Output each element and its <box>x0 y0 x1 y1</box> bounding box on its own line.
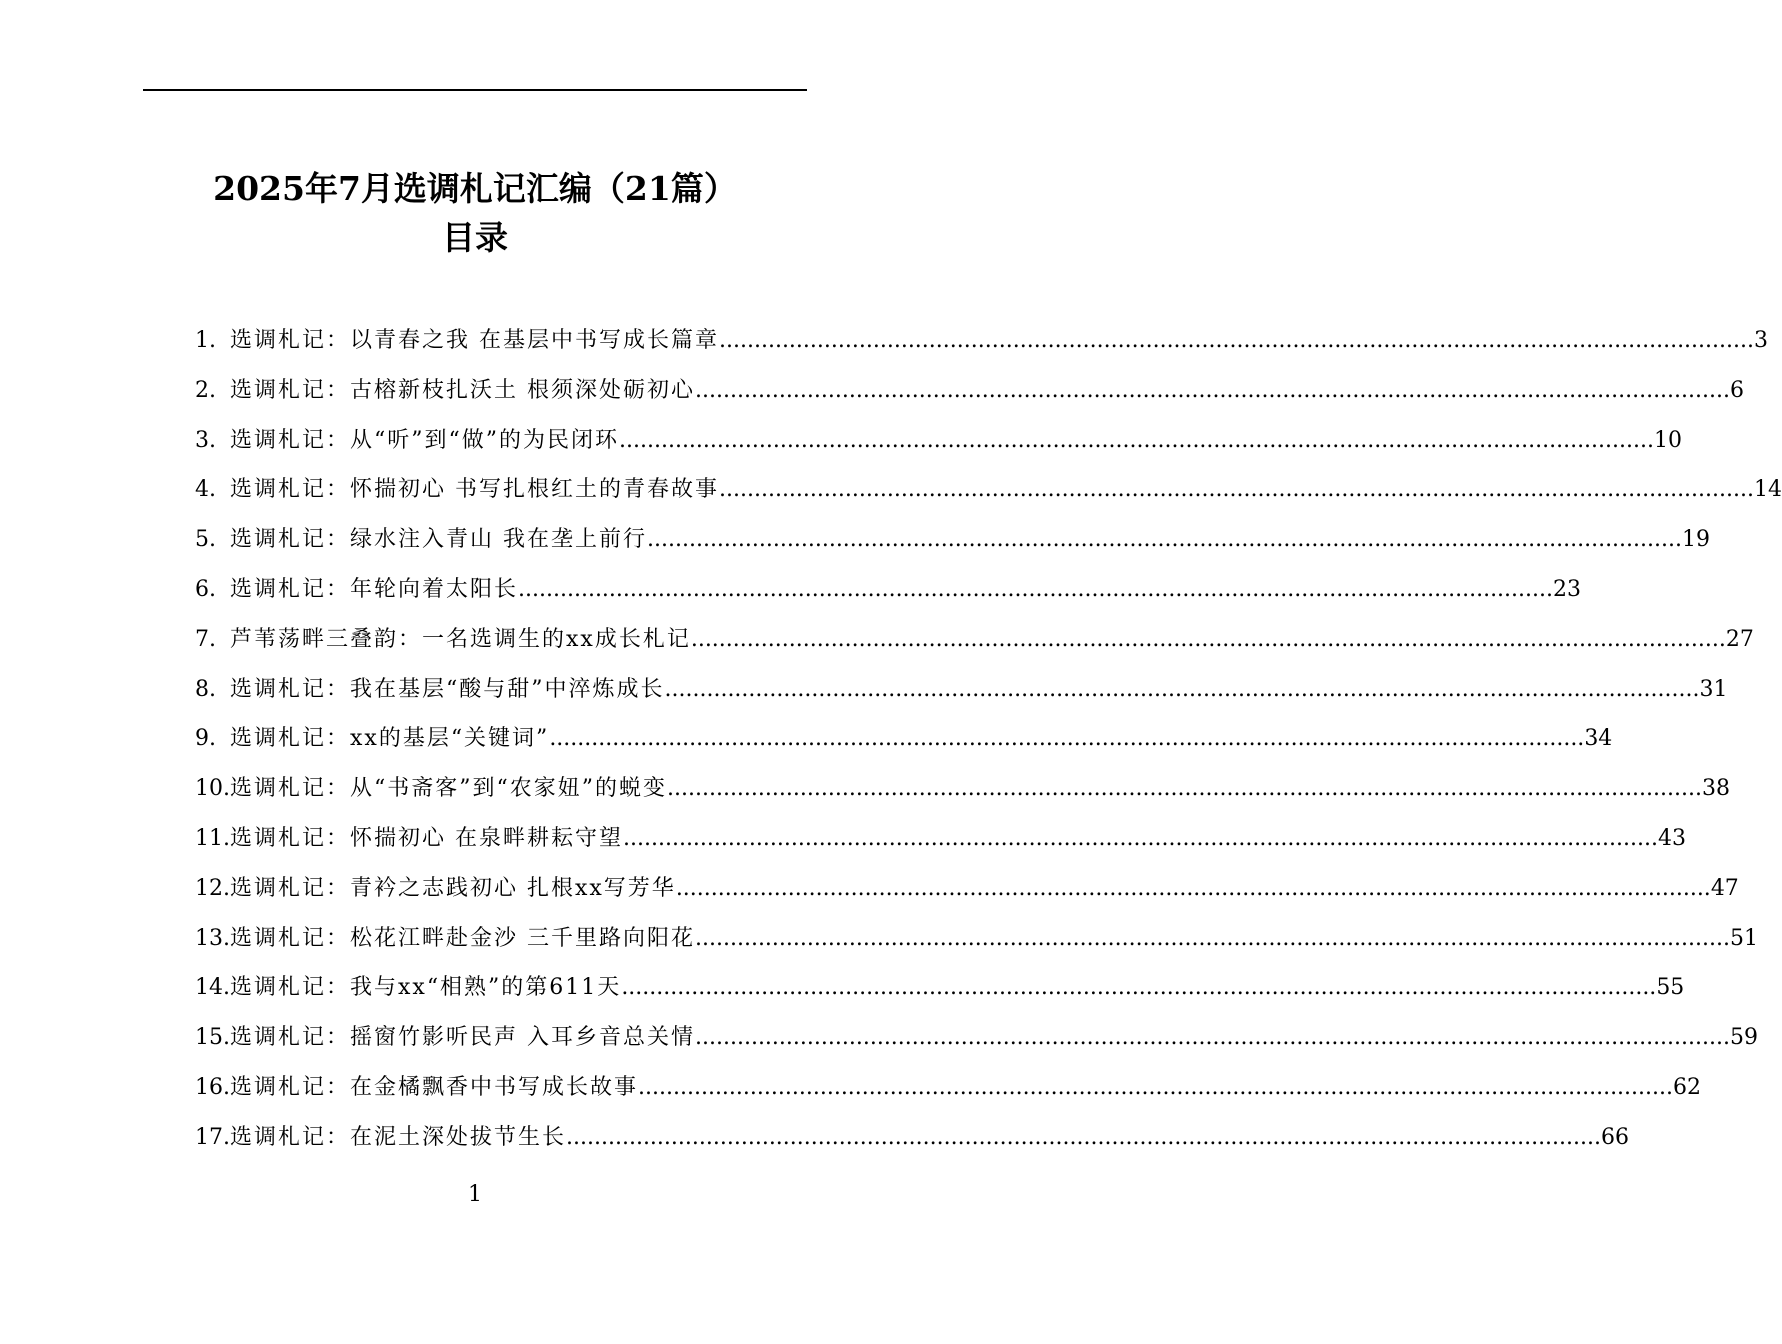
toc-entry[interactable] <box>195 416 1682 466</box>
toc-entry[interactable] <box>195 366 1744 416</box>
toc-entry-page: 19 <box>1682 527 1710 553</box>
toc-entry-page: 47 <box>1710 875 1739 901</box>
toc-entry-number: 15. <box>195 1025 230 1051</box>
toc-entry[interactable] <box>195 914 1758 964</box>
toc-entry-page: 10 <box>1654 427 1682 453</box>
toc-entry-title: 选调札记：年轮向着太阳长 <box>230 576 519 602</box>
toc-entry-page: 38 <box>1702 776 1730 802</box>
toc-entry-page: 3 <box>1754 328 1768 353</box>
toc-entry-number: 6. <box>195 576 216 602</box>
toc-entry[interactable] <box>195 1013 1758 1063</box>
toc-entry-leader <box>719 316 1754 366</box>
toc-entry-number: 1. <box>195 328 216 353</box>
toc-entry-title: 选调札记：怀揣初心 书写扎根红土的青春故事 <box>230 477 719 503</box>
toc-entry-leader <box>691 615 1726 665</box>
toc-entry-number: 4. <box>195 477 216 503</box>
toc-entry[interactable] <box>195 1063 1702 1113</box>
toc-entry-page: 43 <box>1658 825 1686 851</box>
document-title: 2025年7月选调札记汇编（21篇） <box>213 169 737 208</box>
toc-entry-page: 27 <box>1725 626 1754 652</box>
toc-entry-title: 选调札记：怀揣初心 在泉畔耕耘守望 <box>230 825 623 851</box>
toc-entry-leader <box>623 814 1658 864</box>
toc-heading: 目录 <box>442 218 508 257</box>
page-number: 1 <box>468 1182 482 1207</box>
toc-entry-leader <box>695 914 1730 964</box>
toc-entry-leader <box>619 416 1654 466</box>
toc-entry-number: 9. <box>195 726 216 752</box>
toc-entry[interactable] <box>195 565 1582 615</box>
toc-entry-page: 6 <box>1730 377 1744 403</box>
header-rule <box>143 89 807 91</box>
toc-entry-leader <box>665 665 1700 715</box>
toc-entry-leader <box>621 963 1656 1013</box>
toc-entry-title: 芦苇荡畔三叠韵：一名选调生的xx成长札记 <box>230 626 691 652</box>
toc-entry-title: 选调札记：古榕新枝扎沃土 根须深处砺初心 <box>230 377 695 403</box>
toc-entry-title: 选调札记：青衿之志践初心 扎根xx写芳华 <box>230 875 676 901</box>
toc-entry-title: 选调札记：我在基层“酸与甜”中淬炼成长 <box>230 676 665 702</box>
toc-entry-number: 14. <box>195 975 230 1001</box>
toc-entry-page: 23 <box>1553 576 1582 602</box>
toc-entry-page: 14 <box>1754 477 1782 503</box>
toc-entry-leader <box>638 1063 1673 1113</box>
toc-entry-page: 66 <box>1601 1124 1630 1150</box>
toc-entry[interactable] <box>195 864 1739 914</box>
toc-entry-number: 10. <box>195 776 230 802</box>
toc-entry[interactable] <box>195 665 1728 715</box>
toc-entry[interactable] <box>195 764 1730 814</box>
toc-entry[interactable] <box>195 465 1782 515</box>
toc-entry-leader <box>719 465 1754 515</box>
toc-entry-page: 31 <box>1699 676 1728 702</box>
toc-entry-page: 51 <box>1730 925 1758 951</box>
toc-entry-title: 选调札记：松花江畔赴金沙 三千里路向阳花 <box>230 925 695 951</box>
toc-entry-number: 17. <box>195 1124 230 1150</box>
toc-entry-page: 55 <box>1656 975 1685 1001</box>
toc-entry-title: 选调札记：在金橘飘香中书写成长故事 <box>230 1074 639 1100</box>
toc-entry-number: 5. <box>195 527 216 553</box>
toc-entry[interactable] <box>195 963 1685 1013</box>
toc-entry-number: 8. <box>195 676 216 702</box>
toc-entry-leader <box>695 366 1730 416</box>
toc-entry-leader <box>676 864 1711 914</box>
toc-entry[interactable] <box>195 714 1613 764</box>
toc-entry[interactable] <box>195 316 1768 366</box>
toc-entry-title: 选调札记：我与xx“相熟”的第611天 <box>230 975 622 1001</box>
toc-entry-title: 选调札记：在泥土深处拔节生长 <box>230 1124 567 1150</box>
toc-entry-leader <box>647 515 1682 565</box>
toc-entry-title: 选调札记：以青春之我 在基层中书写成长篇章 <box>230 328 719 353</box>
toc-entry[interactable] <box>195 814 1686 864</box>
table-of-contents <box>195 316 1782 1163</box>
toc-entry-title: 选调札记：从“听”到“做”的为民闭环 <box>230 427 619 453</box>
toc-entry-leader <box>518 565 1553 615</box>
toc-entry[interactable] <box>195 1113 1630 1163</box>
toc-entry-leader <box>667 764 1702 814</box>
toc-entry-title: 选调札记：绿水注入青山 我在垄上前行 <box>230 527 647 553</box>
toc-entry-number: 12. <box>195 875 230 901</box>
toc-entry-number: 11. <box>195 825 230 851</box>
toc-entry-title: 选调札记：摇窗竹影听民声 入耳乡音总关情 <box>230 1025 695 1051</box>
toc-entry-number: 3. <box>195 427 216 453</box>
toc-entry-number: 7. <box>195 626 216 652</box>
toc-entry-page: 59 <box>1730 1025 1758 1051</box>
toc-entry-title: 选调札记：从“书斋客”到“农家妞”的蜕变 <box>230 776 667 802</box>
toc-entry[interactable] <box>195 615 1754 665</box>
toc-entry-page: 62 <box>1673 1074 1702 1100</box>
toc-entry-title: 选调札记：xx的基层“关键词” <box>230 726 550 752</box>
toc-entry-number: 2. <box>195 377 216 403</box>
toc-entry-number: 13. <box>195 925 230 951</box>
toc-entry-leader <box>695 1013 1730 1063</box>
toc-entry-leader <box>549 714 1584 764</box>
toc-entry[interactable] <box>195 515 1710 565</box>
toc-entry-leader <box>566 1113 1601 1163</box>
toc-entry-number: 16. <box>195 1074 230 1100</box>
toc-entry-page: 34 <box>1584 726 1613 752</box>
